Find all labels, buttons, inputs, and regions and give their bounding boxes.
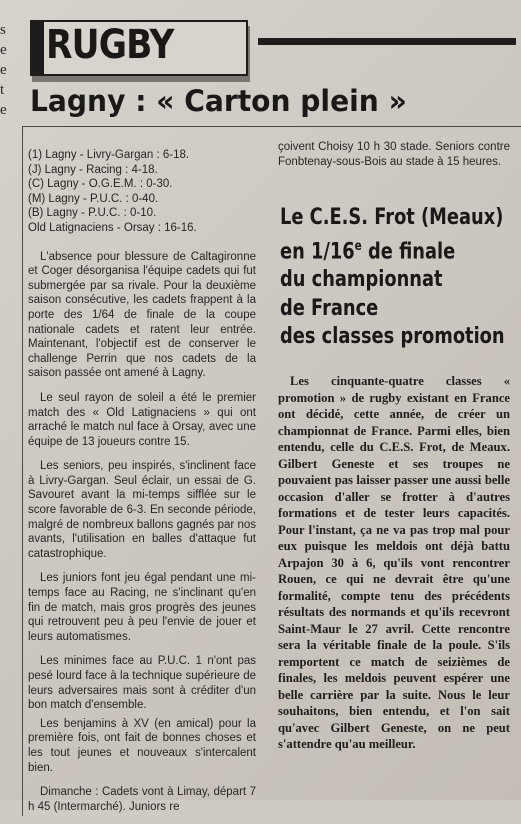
headline-line: Le C.E.S. Frot (Meaux) [280,205,504,230]
headline-line: des classes promotion [280,324,505,350]
right-column-continuation [278,140,510,169]
result-line: Old Latignaciens - Orsay : 16-16. [28,221,197,234]
edge-letter: t [0,82,5,98]
adjacent-column-edge [0,20,14,120]
edge-letter: e [0,42,7,58]
results-list [28,148,256,236]
edge-letter: s [0,22,6,38]
headline-line: de France [280,295,379,321]
section-rubric-title: RUGBY [46,22,174,68]
headline-superscript: e [354,238,362,254]
article-headline: Lagny : « Carton plein » [30,84,407,118]
result-line: (1) Lagny - Livry-Gargan : 6-18. [28,149,190,161]
result-line: (J) Lagny - Racing : 4-18. [28,163,158,176]
edge-letter: e [0,102,7,118]
headline-line: du championnat [280,267,443,293]
paragraph-dimanche: Dimanche : Cadets vont à Limay, départ 7 h 45 (Intermarché). Juniors re [28,786,256,813]
headline-fragment: de finale [361,238,456,264]
result-line: (B) Lagny - P.U.C. : 0-10. [28,207,157,220]
paragraph-old-latignaciens: Le seul rayon de soleil a été le premier match des « Old Latignaciens » qui ont arraché le match nul face à Orsay, avec une équipe de 13 joueurs contre 15. [28,391,256,448]
result-line: (M) Lagny - P.U.C. : 0-40. [28,192,159,205]
second-article-body [278,373,510,753]
headline-fragment: en 1/16 [280,238,355,264]
paragraph-juniors: Les juniors font jeu égal pendant une mi-temps face au Racing, ne s'inclinant qu'en fin de match, mais gros progrès des jeunes qui retrouvent peu à peu l'envie de jouer et leurs automatismes. [28,572,256,643]
paragraph-minimes: Les minimes face au P.U.C. 1 n'ont pas pesé lourd face à la technique supérieure de leurs adversaires mais sont à créditer d'un bon match d'ensemble. [28,655,256,712]
paragraph-cadets: L'absence pour blessure de Caltagironne et Coger désorganisa l'équipe cadets qui fut submergée par sa rivale. Pour la deuxième saison consécutive, les cadets frappent à la porte des 1/64 de finale de la coupe nationale cadets et ratent leur entrée. Maintenant, l'objectif est de conserver le challenge Perrin que nos cadets de la saison passée ont amené à Lagny. [28,250,256,380]
paragraph-benjamins: Les benjamins à XV (en amical) pour la première fois, ont fait de bonnes choses et les tout jeunes et nouveaux s'intercalent bien. [28,717,256,774]
rubric-rule [258,38,516,45]
paragraph-seniors: Les seniors, peu inspirés, s'inclinent face à Livry-Gargan. Seul éclair, un essai de G. Savouret avant la mi-temps sifflée sur le score favorable de 6-3. En seconde période, malgré de nombreux ballons gagnés par nos avants, l'utilisation en balles d'attaque fut catastrophique. [28,460,256,560]
body-paragraph: Les cinquante-quatre classes « promotion » de rugby existant en France ont décidé, cette année, de créer un championnat de France. Parmi elles, bien entendu, celle du C.E.S. Frot, de Meaux. Gilbert Geneste et ses troupes ne pouvaient pas laisser passer une aussi belle occasion d'aller se frotter à d'autres formations et de tester leurs capacités. Pour l'instant, ça ne va pas trop mal pour eux puisque les meldois ont déjà battu Arpajon 30 à 6, qu'ils vont rencontrer Rouen, ce qui ne devrait être qu'une formalité, compte tenu des précédents résultats des normands et qu'ils recevront Saint-Maur le 27 avril. Cette rencontre sera la véritable finale de la poule. S'ils remportent ce match de seizièmes de finales, les meldois peuvent espérer une belle carrière par la suite. Nous le leur souhaitons, bien entendu, et l'on sait qu'avec Gilbert Geneste, on ne peut s'attendre qu'au meilleur. [278,374,510,751]
edge-letter: e [0,62,7,78]
result-line: (C) Lagny - O.G.E.M. : 0-30. [28,178,173,191]
continuation-text: çoivent Choisy 10 h 30 stade. Seniors contre Fonbtenay-sous-Bois au stade à 15 heures. [278,141,510,168]
second-article-headline [280,204,505,352]
left-column [28,148,256,824]
headline-line [280,233,468,267]
